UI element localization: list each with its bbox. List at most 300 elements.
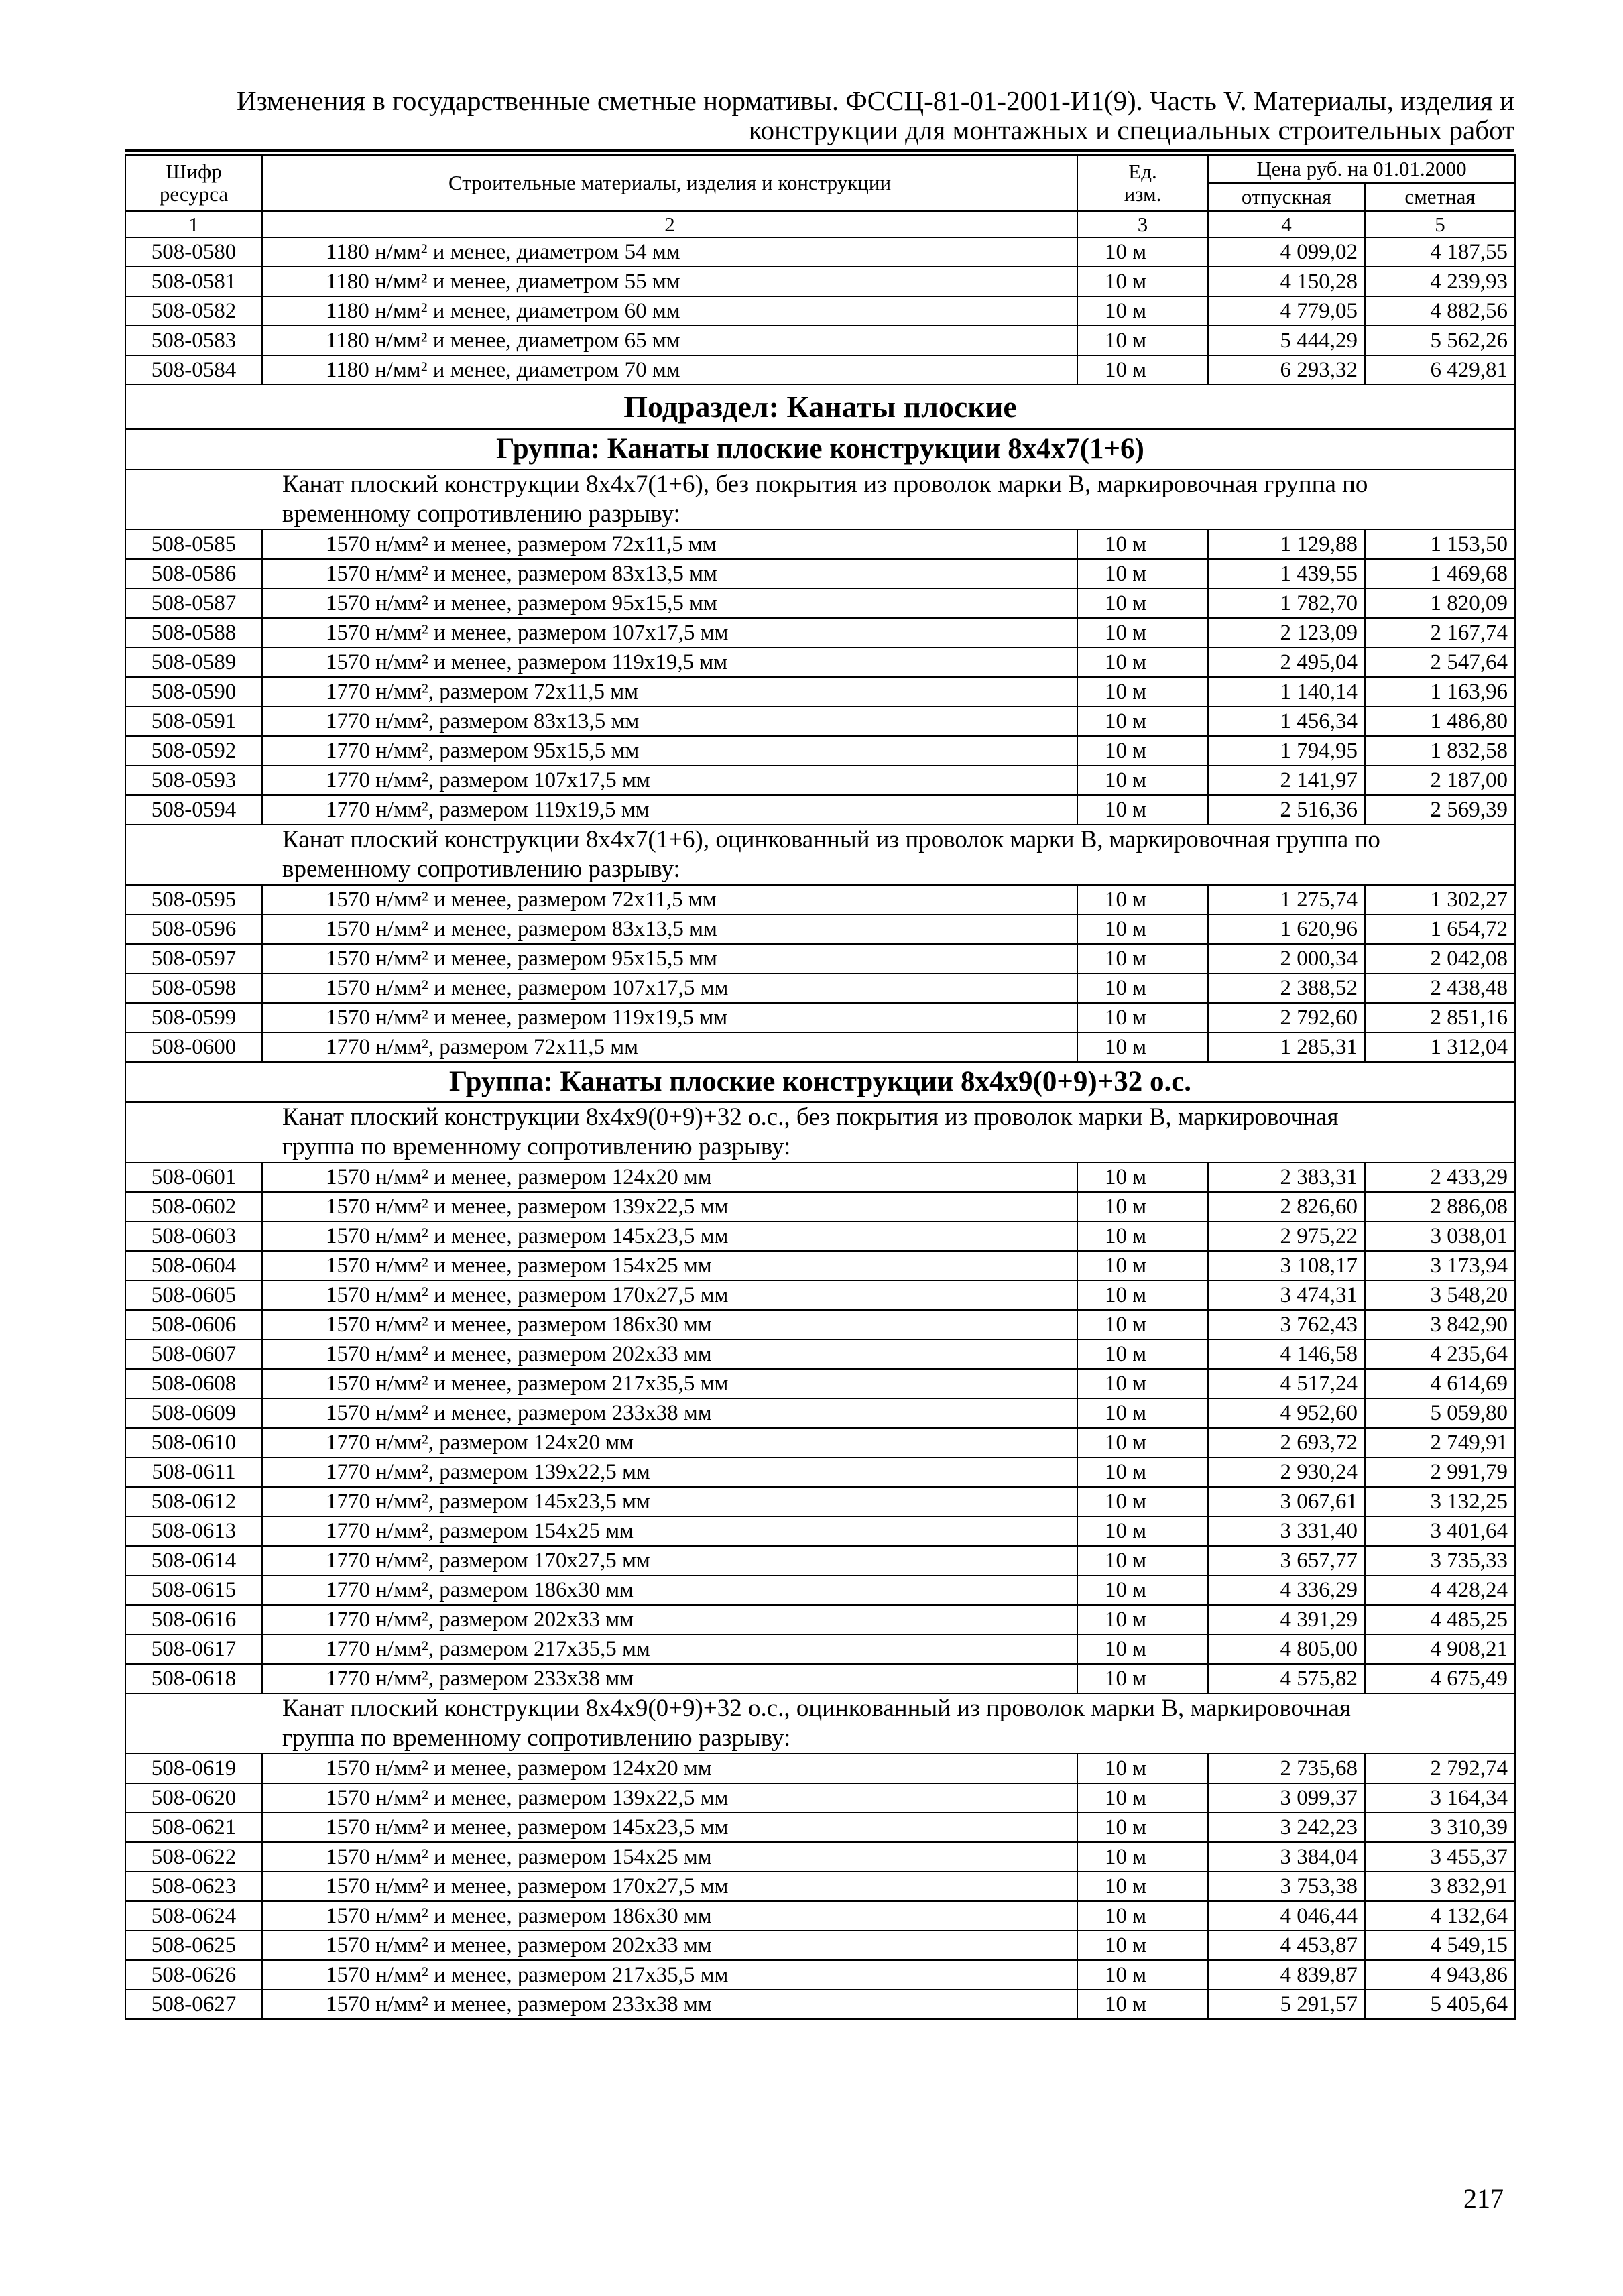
material-name: 1570 н/мм² и менее, размером 202х33 мм [262, 1931, 1077, 1960]
estimate-price: 2 991,79 [1365, 1457, 1515, 1487]
material-name: 1180 н/мм² и менее, диаметром 65 мм [262, 326, 1077, 355]
estimate-price: 3 401,64 [1365, 1516, 1515, 1546]
unit: 10 м [1077, 1664, 1208, 1693]
estimate-price: 3 832,91 [1365, 1872, 1515, 1901]
unit: 10 м [1077, 1428, 1208, 1457]
release-price: 4 779,05 [1208, 296, 1365, 326]
estimate-price: 4 882,56 [1365, 296, 1515, 326]
release-price: 1 129,88 [1208, 530, 1365, 559]
release-price: 4 391,29 [1208, 1605, 1365, 1634]
release-price: 2 792,60 [1208, 1003, 1365, 1032]
release-price: 3 242,23 [1208, 1813, 1365, 1842]
material-name: 1770 н/мм², размером 202х33 мм [262, 1605, 1077, 1634]
resource-code: 508-0613 [125, 1516, 262, 1546]
estimate-price: 3 132,25 [1365, 1487, 1515, 1516]
material-name: 1770 н/мм², размером 233х38 мм [262, 1664, 1077, 1693]
col-header-estimate-price: сметная [1365, 183, 1515, 211]
unit: 10 м [1077, 1960, 1208, 1990]
table-row [125, 1960, 1515, 1990]
table-row [125, 795, 1515, 825]
table-row [125, 1457, 1515, 1487]
release-price: 4 099,02 [1208, 237, 1365, 267]
resource-code: 508-0611 [125, 1457, 262, 1487]
release-price: 4 839,87 [1208, 1960, 1365, 1990]
unit: 10 м [1077, 1251, 1208, 1280]
release-price: 3 753,38 [1208, 1872, 1365, 1901]
unit: 10 м [1077, 648, 1208, 677]
material-name: 1570 н/мм² и менее, размером 170х27,5 мм [262, 1280, 1077, 1310]
description-text [262, 1693, 1515, 1754]
material-name: 1570 н/мм² и менее, размером 154х25 мм [262, 1842, 1077, 1872]
resource-code: 508-0626 [125, 1960, 262, 1990]
material-name: 1570 н/мм² и менее, размером 95х15,5 мм [262, 589, 1077, 618]
unit: 10 м [1077, 530, 1208, 559]
col-number: 2 [262, 211, 1077, 237]
release-price: 3 108,17 [1208, 1251, 1365, 1280]
header-line-1: Изменения в государственные сметные нормативы. ФССЦ-81-01-2001-И1(9). Часть V. Материалы, изделия и [236, 85, 1514, 116]
col-header-unit: Ед. изм. [1077, 155, 1208, 211]
release-price: 4 150,28 [1208, 267, 1365, 296]
resource-code: 508-0601 [125, 1162, 262, 1192]
estimate-price: 2 433,29 [1365, 1162, 1515, 1192]
description-text [262, 825, 1515, 885]
resource-code: 508-0585 [125, 530, 262, 559]
estimate-price: 4 614,69 [1365, 1369, 1515, 1398]
table-row [125, 1872, 1515, 1901]
table-row [125, 1487, 1515, 1516]
col-header-price: Цена руб. на 01.01.2000 [1208, 155, 1515, 183]
material-name: 1570 н/мм² и менее, размером 145х23,5 мм [262, 1813, 1077, 1842]
col-number: 5 [1365, 211, 1515, 237]
estimate-price: 2 547,64 [1365, 648, 1515, 677]
unit: 10 м [1077, 707, 1208, 736]
material-name: 1770 н/мм², размером 72х11,5 мм [262, 677, 1077, 707]
table-row [125, 1813, 1515, 1842]
estimate-price: 1 153,50 [1365, 530, 1515, 559]
resource-code: 508-0596 [125, 914, 262, 944]
estimate-price: 2 569,39 [1365, 795, 1515, 825]
release-price: 1 140,14 [1208, 677, 1365, 707]
resource-code: 508-0603 [125, 1221, 262, 1251]
release-price: 3 384,04 [1208, 1842, 1365, 1872]
resource-code: 508-0595 [125, 885, 262, 914]
estimate-price: 1 312,04 [1365, 1032, 1515, 1062]
resource-code: 508-0584 [125, 355, 262, 385]
unit: 10 м [1077, 1487, 1208, 1516]
release-price: 4 146,58 [1208, 1339, 1365, 1369]
col-number: 4 [1208, 211, 1365, 237]
resource-code: 508-0623 [125, 1872, 262, 1901]
material-name: 1570 н/мм² и менее, размером 124х20 мм [262, 1162, 1077, 1192]
group-heading [125, 429, 1515, 469]
unit: 10 м [1077, 1457, 1208, 1487]
resource-code: 508-0597 [125, 944, 262, 973]
resource-code: 508-0620 [125, 1783, 262, 1813]
table-row [125, 648, 1515, 677]
unit: 10 м [1077, 795, 1208, 825]
material-name: 1770 н/мм², размером 95х15,5 мм [262, 736, 1077, 766]
material-name: 1570 н/мм² и менее, размером 95х15,5 мм [262, 944, 1077, 973]
table-row [125, 1428, 1515, 1457]
resource-code: 508-0625 [125, 1931, 262, 1960]
estimate-price: 4 549,15 [1365, 1931, 1515, 1960]
unit: 10 м [1077, 1990, 1208, 2019]
estimate-price: 4 428,24 [1365, 1575, 1515, 1605]
material-name: 1180 н/мм² и менее, диаметром 54 мм [262, 237, 1077, 267]
table-row [125, 1575, 1515, 1605]
estimate-price: 2 187,00 [1365, 766, 1515, 795]
table-row [125, 1032, 1515, 1062]
table-row [125, 1754, 1515, 1783]
resource-code: 508-0586 [125, 559, 262, 589]
resource-code: 508-0594 [125, 795, 262, 825]
material-name: 1570 н/мм² и менее, размером 119х19,5 мм [262, 648, 1077, 677]
table-row [125, 736, 1515, 766]
table-row [125, 355, 1515, 385]
release-price: 2 383,31 [1208, 1162, 1365, 1192]
material-name: 1570 н/мм² и менее, размером 139х22,5 мм [262, 1783, 1077, 1813]
resource-code: 508-0624 [125, 1901, 262, 1931]
release-price: 2 495,04 [1208, 648, 1365, 677]
table-row [125, 1546, 1515, 1575]
release-price: 1 620,96 [1208, 914, 1365, 944]
material-name: 1180 н/мм² и менее, диаметром 70 мм [262, 355, 1077, 385]
release-price: 2 000,34 [1208, 944, 1365, 973]
resource-code: 508-0599 [125, 1003, 262, 1032]
release-price: 4 517,24 [1208, 1369, 1365, 1398]
estimate-price: 1 486,80 [1365, 707, 1515, 736]
release-price: 3 099,37 [1208, 1783, 1365, 1813]
material-name: 1570 н/мм² и менее, размером 217х35,5 мм [262, 1960, 1077, 1990]
release-price: 2 930,24 [1208, 1457, 1365, 1487]
unit: 10 м [1077, 885, 1208, 914]
unit: 10 м [1077, 766, 1208, 795]
estimate-price: 1 820,09 [1365, 589, 1515, 618]
resource-code: 508-0605 [125, 1280, 262, 1310]
material-name: 1570 н/мм² и менее, размером 186х30 мм [262, 1901, 1077, 1931]
material-name: 1770 н/мм², размером 170х27,5 мм [262, 1546, 1077, 1575]
table-row [125, 973, 1515, 1003]
description-spacer [125, 469, 262, 530]
material-name: 1770 н/мм², размером 145х23,5 мм [262, 1487, 1077, 1516]
col-header-code: Шифр ресурса [125, 155, 262, 211]
estimate-price: 6 429,81 [1365, 355, 1515, 385]
table-row [125, 1901, 1515, 1931]
unit: 10 м [1077, 736, 1208, 766]
resource-code: 508-0598 [125, 973, 262, 1003]
unit: 10 м [1077, 1872, 1208, 1901]
table-row [125, 530, 1515, 559]
resource-code: 508-0622 [125, 1842, 262, 1872]
material-name: 1770 н/мм², размером 154х25 мм [262, 1516, 1077, 1546]
estimate-price: 2 851,16 [1365, 1003, 1515, 1032]
unit: 10 м [1077, 267, 1208, 296]
header-line-2: конструкции для монтажных и специальных строительных работ [748, 115, 1514, 145]
material-name: 1570 н/мм² и менее, размером 154х25 мм [262, 1251, 1077, 1280]
unit: 10 м [1077, 1003, 1208, 1032]
table-row [125, 1162, 1515, 1192]
estimate-price: 2 886,08 [1365, 1192, 1515, 1221]
resource-code: 508-0616 [125, 1605, 262, 1634]
resource-code: 508-0587 [125, 589, 262, 618]
release-price: 4 805,00 [1208, 1634, 1365, 1664]
unit: 10 м [1077, 973, 1208, 1003]
release-price: 2 141,97 [1208, 766, 1365, 795]
table-row [125, 296, 1515, 326]
release-price: 2 735,68 [1208, 1754, 1365, 1783]
estimate-price: 4 239,93 [1365, 267, 1515, 296]
unit: 10 м [1077, 237, 1208, 267]
estimate-price: 2 749,91 [1365, 1428, 1515, 1457]
estimate-price: 2 167,74 [1365, 618, 1515, 648]
estimate-price: 4 187,55 [1365, 237, 1515, 267]
material-name: 1180 н/мм² и менее, диаметром 55 мм [262, 267, 1077, 296]
release-price: 1 782,70 [1208, 589, 1365, 618]
release-price: 4 575,82 [1208, 1664, 1365, 1693]
table-row [125, 1398, 1515, 1428]
table-row [125, 559, 1515, 589]
release-price: 1 794,95 [1208, 736, 1365, 766]
unit: 10 м [1077, 1280, 1208, 1310]
release-price: 4 952,60 [1208, 1398, 1365, 1428]
resource-code: 508-0627 [125, 1990, 262, 2019]
price-table [125, 154, 1516, 2020]
release-price: 3 657,77 [1208, 1546, 1365, 1575]
estimate-price: 5 562,26 [1365, 326, 1515, 355]
estimate-price: 5 059,80 [1365, 1398, 1515, 1428]
table-row [125, 237, 1515, 267]
table-row [125, 1310, 1515, 1339]
resource-code: 508-0593 [125, 766, 262, 795]
group-description [125, 825, 1515, 885]
resource-code: 508-0591 [125, 707, 262, 736]
price-table-body [125, 237, 1515, 2019]
resource-code: 508-0614 [125, 1546, 262, 1575]
estimate-price: 2 438,48 [1365, 973, 1515, 1003]
unit: 10 м [1077, 296, 1208, 326]
estimate-price: 1 469,68 [1365, 559, 1515, 589]
resource-code: 508-0621 [125, 1813, 262, 1842]
resource-code: 508-0592 [125, 736, 262, 766]
resource-code: 508-0600 [125, 1032, 262, 1062]
description-line: Канат плоский конструкции 8х4х7(1+6), без покрытия из проволок марки В, маркировочная группа по [282, 471, 1368, 498]
table-row [125, 1369, 1515, 1398]
material-name: 1570 н/мм² и менее, размером 145х23,5 мм [262, 1221, 1077, 1251]
release-price: 4 046,44 [1208, 1901, 1365, 1931]
material-name: 1570 н/мм² и менее, размером 72х11,5 мм [262, 530, 1077, 559]
material-name: 1570 н/мм² и менее, размером 202х33 мм [262, 1339, 1077, 1369]
resource-code: 508-0606 [125, 1310, 262, 1339]
resource-code: 508-0589 [125, 648, 262, 677]
table-row [125, 1516, 1515, 1546]
resource-code: 508-0604 [125, 1251, 262, 1280]
unit: 10 м [1077, 914, 1208, 944]
material-name: 1770 н/мм², размером 139х22,5 мм [262, 1457, 1077, 1487]
description-line: Канат плоский конструкции 8х4х7(1+6), оцинкованный из проволок марки В, маркировочная группа по [282, 826, 1380, 853]
price-table-wrap [125, 154, 1514, 2020]
table-row [125, 1339, 1515, 1369]
estimate-price: 3 038,01 [1365, 1221, 1515, 1251]
unit: 10 м [1077, 1931, 1208, 1960]
description-line: группа по временному сопротивлению разрыву: [282, 1724, 791, 1752]
material-name: 1570 н/мм² и менее, размером 233х38 мм [262, 1398, 1077, 1428]
release-price: 1 275,74 [1208, 885, 1365, 914]
material-name: 1770 н/мм², размером 124х20 мм [262, 1428, 1077, 1457]
estimate-price: 1 163,96 [1365, 677, 1515, 707]
release-price: 3 762,43 [1208, 1310, 1365, 1339]
estimate-price: 4 943,86 [1365, 1960, 1515, 1990]
unit: 10 м [1077, 1901, 1208, 1931]
description-spacer [125, 1102, 262, 1162]
resource-code: 508-0608 [125, 1369, 262, 1398]
unit: 10 м [1077, 618, 1208, 648]
estimate-price: 3 310,39 [1365, 1813, 1515, 1842]
unit: 10 м [1077, 1398, 1208, 1428]
resource-code: 508-0612 [125, 1487, 262, 1516]
material-name: 1570 н/мм² и менее, размером 124х20 мм [262, 1754, 1077, 1783]
table-row [125, 1251, 1515, 1280]
table-row [125, 618, 1515, 648]
release-price: 1 456,34 [1208, 707, 1365, 736]
col-number: 3 [1077, 211, 1208, 237]
description-spacer [125, 825, 262, 885]
description-spacer [125, 1693, 262, 1754]
estimate-price: 3 455,37 [1365, 1842, 1515, 1872]
material-name: 1570 н/мм² и менее, размером 170х27,5 мм [262, 1872, 1077, 1901]
release-price: 6 293,32 [1208, 355, 1365, 385]
description-text [262, 1102, 1515, 1162]
unit: 10 м [1077, 589, 1208, 618]
table-row [125, 1605, 1515, 1634]
release-price: 5 291,57 [1208, 1990, 1365, 2019]
description-line: Канат плоский конструкции 8х4х9(0+9)+32 о.с., оцинкованный из проволок марки В, маркировочная [282, 1695, 1351, 1722]
unit: 10 м [1077, 1310, 1208, 1339]
estimate-price: 4 675,49 [1365, 1664, 1515, 1693]
unit: 10 м [1077, 1192, 1208, 1221]
unit: 10 м [1077, 1162, 1208, 1192]
group-description [125, 469, 1515, 530]
estimate-price: 4 485,25 [1365, 1605, 1515, 1634]
table-row [125, 1990, 1515, 2019]
description-line: временному сопротивлению разрыву: [282, 500, 680, 528]
resource-code: 508-0618 [125, 1664, 262, 1693]
table-row [125, 589, 1515, 618]
estimate-price: 1 654,72 [1365, 914, 1515, 944]
release-price: 2 826,60 [1208, 1192, 1365, 1221]
material-name: 1770 н/мм², размером 186х30 мм [262, 1575, 1077, 1605]
table-row [125, 1783, 1515, 1813]
resource-code: 508-0617 [125, 1634, 262, 1664]
subsection-heading [125, 385, 1515, 429]
column-numbers-row [125, 211, 1515, 237]
table-row [125, 1931, 1515, 1960]
description-line: Канат плоский конструкции 8х4х9(0+9)+32 о.с., без покрытия из проволок марки В, маркировочная [282, 1103, 1339, 1131]
material-name: 1570 н/мм² и менее, размером 186х30 мм [262, 1310, 1077, 1339]
unit: 10 м [1077, 1605, 1208, 1634]
resource-code: 508-0615 [125, 1575, 262, 1605]
estimate-price: 4 132,64 [1365, 1901, 1515, 1931]
table-row [125, 707, 1515, 736]
resource-code: 508-0607 [125, 1339, 262, 1369]
group-heading-title: Группа: Канаты плоские конструкции 8х4х7(1+6) [125, 429, 1515, 469]
resource-code: 508-0582 [125, 296, 262, 326]
material-name: 1570 н/мм² и менее, размером 83х13,5 мм [262, 914, 1077, 944]
estimate-price: 3 842,90 [1365, 1310, 1515, 1339]
col-header-release-price: отпускная [1208, 183, 1365, 211]
material-name: 1180 н/мм² и менее, диаметром 60 мм [262, 296, 1077, 326]
resource-code: 508-0581 [125, 267, 262, 296]
unit: 10 м [1077, 1634, 1208, 1664]
material-name: 1770 н/мм², размером 217х35,5 мм [262, 1634, 1077, 1664]
group-description [125, 1693, 1515, 1754]
col-header-name: Строительные материалы, изделия и конструкции [262, 155, 1077, 211]
material-name: 1570 н/мм² и менее, размером 107х17,5 мм [262, 618, 1077, 648]
page-number: 217 [1463, 2183, 1504, 2214]
material-name: 1770 н/мм², размером 72х11,5 мм [262, 1032, 1077, 1062]
resource-code: 508-0588 [125, 618, 262, 648]
release-price: 2 388,52 [1208, 973, 1365, 1003]
release-price: 2 693,72 [1208, 1428, 1365, 1457]
release-price: 5 444,29 [1208, 326, 1365, 355]
unit: 10 м [1077, 1032, 1208, 1062]
material-name: 1770 н/мм², размером 83х13,5 мм [262, 707, 1077, 736]
table-row [125, 267, 1515, 296]
estimate-price: 1 302,27 [1365, 885, 1515, 914]
material-name: 1570 н/мм² и менее, размером 119х19,5 мм [262, 1003, 1077, 1032]
resource-code: 508-0583 [125, 326, 262, 355]
release-price: 1 285,31 [1208, 1032, 1365, 1062]
unit: 10 м [1077, 1754, 1208, 1783]
estimate-price: 3 548,20 [1365, 1280, 1515, 1310]
release-price: 2 516,36 [1208, 795, 1365, 825]
table-row [125, 944, 1515, 973]
table-row [125, 1221, 1515, 1251]
estimate-price: 4 908,21 [1365, 1634, 1515, 1664]
estimate-price: 2 042,08 [1365, 944, 1515, 973]
table-row [125, 1003, 1515, 1032]
resource-code: 508-0609 [125, 1398, 262, 1428]
material-name: 1770 н/мм², размером 119х19,5 мм [262, 795, 1077, 825]
unit: 10 м [1077, 944, 1208, 973]
release-price: 3 474,31 [1208, 1280, 1365, 1310]
table-row [125, 1664, 1515, 1693]
release-price: 4 336,29 [1208, 1575, 1365, 1605]
table-row [125, 1192, 1515, 1221]
estimate-price: 3 735,33 [1365, 1546, 1515, 1575]
unit: 10 м [1077, 355, 1208, 385]
description-line: группа по временному сопротивлению разрыву: [282, 1133, 791, 1160]
resource-code: 508-0590 [125, 677, 262, 707]
release-price: 3 331,40 [1208, 1516, 1365, 1546]
release-price: 1 439,55 [1208, 559, 1365, 589]
resource-code: 508-0602 [125, 1192, 262, 1221]
unit: 10 м [1077, 1221, 1208, 1251]
table-row [125, 1280, 1515, 1310]
table-row [125, 914, 1515, 944]
release-price: 2 123,09 [1208, 618, 1365, 648]
unit: 10 м [1077, 1339, 1208, 1369]
resource-code: 508-0580 [125, 237, 262, 267]
table-row [125, 1634, 1515, 1664]
page-header [125, 86, 1514, 145]
estimate-price: 3 164,34 [1365, 1783, 1515, 1813]
description-line: временному сопротивлению разрыву: [282, 855, 680, 883]
material-name: 1570 н/мм² и менее, размером 83х13,5 мм [262, 559, 1077, 589]
unit: 10 м [1077, 1575, 1208, 1605]
material-name: 1570 н/мм² и менее, размером 107х17,5 мм [262, 973, 1077, 1003]
material-name: 1570 н/мм² и менее, размером 217х35,5 мм [262, 1369, 1077, 1398]
table-row [125, 326, 1515, 355]
